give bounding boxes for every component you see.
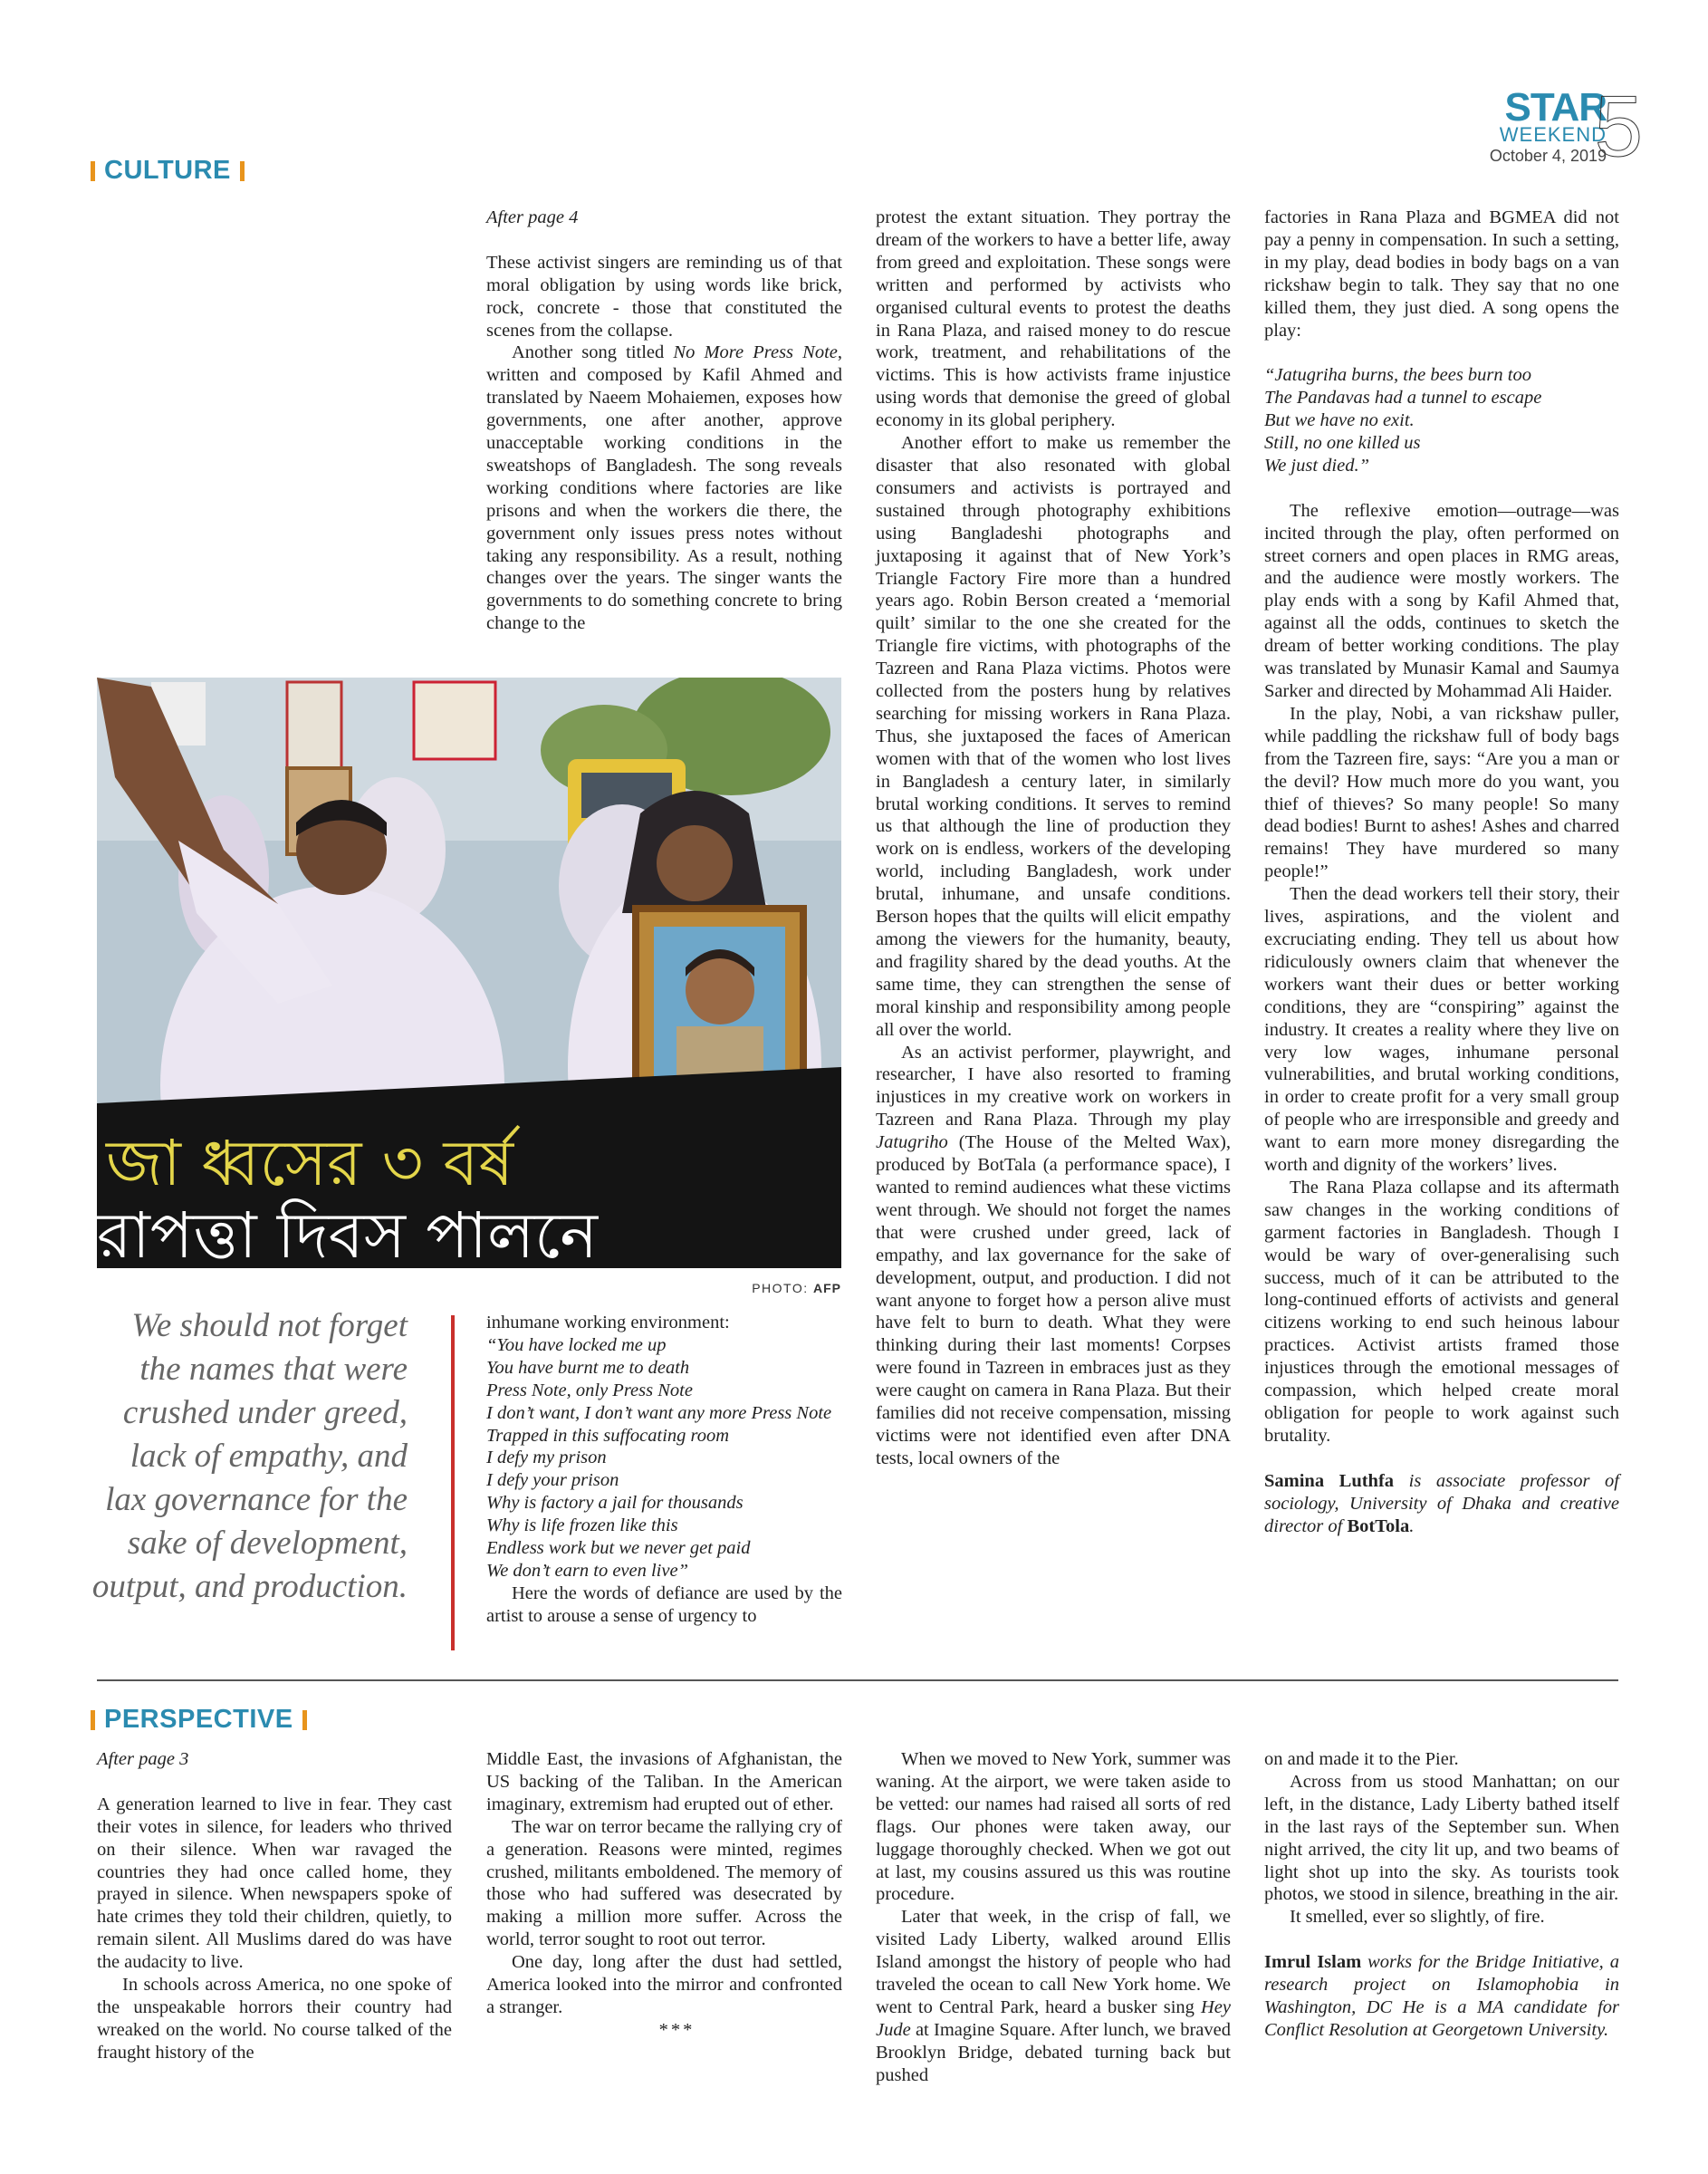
banner-text-top: জা ধ্বসের ৩ বর্ষ bbox=[106, 1126, 514, 1200]
lyric-line: Why is life frozen like this bbox=[486, 1515, 678, 1536]
paragraph: Then the dead workers tell their story, their lives, aspirations, and the violent and excruciating ending. They tell us about how ridiculously owners claim that whenever the workers want their dues or better working conditions, they are “conspiring” against the industry. It creates a reality where they live on very low wages, inhumane personal vulnerabilities, and brutal working conditions, in order to create profit for a very small group of people who are irresponsible and greedy and want to earn more money disregarding the worth and dignity of the workers’ lives. bbox=[1264, 884, 1619, 1176]
masthead-brand: STAR bbox=[1504, 85, 1607, 130]
culture-col2 bbox=[876, 207, 1231, 1470]
photo-credit: PHOTO: AFP bbox=[752, 1281, 841, 1295]
issue-date: October 4, 2019 bbox=[1489, 147, 1607, 165]
culture-col1-bottom bbox=[486, 1312, 842, 1628]
masthead-sub: WEEKEND bbox=[1499, 123, 1607, 146]
paragraph: The reflexive emotion—outrage—was incited through the play, often performed on street corners and open places in RMG areas, and the audience were mostly workers. The play ends with a song by Kafil Ahmed that, against all the odds, continues to sketch the dream of better working conditions. The play was translated by Munasir Kamal and Saumya Sarker and directed by Mohammad Ali Haider. bbox=[1264, 500, 1619, 701]
perspective-col1 bbox=[97, 1748, 452, 2064]
paragraph: Middle East, the invasions of Afghanistan, the US backing of the Taliban. In the American imaginary, extremism had erupted out of ether. bbox=[486, 1749, 842, 1814]
lyric-line: But we have no exit. bbox=[1264, 410, 1415, 431]
lyric-line: “Jatugriha burns, the bees burn too bbox=[1264, 365, 1531, 386]
paragraph: When we moved to New York, summer was waning. At the airport, we were taken aside to be vetted: our names had raised all sorts of red flags. Our phones were taken away, our luggage thoroughly checked. When we got out at last, my cousins assured us this was routine procedure. bbox=[876, 1749, 1231, 1905]
paragraph: inhumane working environment: bbox=[486, 1313, 730, 1332]
perspective-section-label: PERSPECTIVE bbox=[91, 1705, 316, 1735]
culture-section-label: CULTURE bbox=[91, 156, 254, 186]
paragraph: In schools across America, no one spoke of the unspeakable horrors their country had wreaked on the world. No course talked of the fraught history of the bbox=[97, 1975, 452, 2063]
culture-col3 bbox=[1264, 207, 1619, 1537]
paragraph: protest the extant situation. They portray the dream of the workers to have a better life, away from greed and exploitation. These songs were written and performed by activists who organised cultural events to protest the deaths in Rana Plaza, and raised money to do rescue work, treatment, and rehabilitations of the victims. This is how activists frame injustice using words that demonise the greed of global economy in its global periphery. bbox=[876, 207, 1231, 431]
lyric-line: Press Note, only Press Note bbox=[486, 1380, 693, 1400]
jump-line: After page 3 bbox=[97, 1749, 189, 1769]
lyric-line: Endless work but we never get paid bbox=[486, 1538, 751, 1559]
lyric-line: Trapped in this suffocating room bbox=[486, 1425, 730, 1446]
lyric-line: I defy my prison bbox=[486, 1448, 607, 1468]
lyric-line: The Pandavas had a tunnel to escape bbox=[1264, 388, 1542, 409]
paragraph: The war on terror became the rallying cry of a generation. Reasons were minted, regimes crushed, militants emboldened. The memory of those who had suffered was desecrated by making a million more suffer. Across the world, terror sought to root out terror. bbox=[486, 1816, 842, 1950]
lyric-line: Why is factory a jail for thousands bbox=[486, 1493, 744, 1514]
paragraph: These activist singers are reminding us of that moral obligation by using words like brick, rock, concrete - those that constituted the scenes from the collapse. bbox=[486, 252, 842, 341]
culture-col1-top bbox=[486, 207, 842, 635]
paragraph: Another effort to make us remember the disaster that also resonated with global consumers and activists is portrayed and sustained through photography exhibitions using Bangladeshi photographs and juxtaposing it against that of New York’s Triangle Factory Fire more than a hundred years ago. Robin Berson created a ‘memorial quilt’ similar to the one she created for the Triangle fire victims, with photographs of the Tazreen and Rana Plaza victims. Photos were collected from the posters hung by relatives searching for missing workers in Rana Plaza. Thus, she juxtaposed the faces of American women with that of the women who lost lives in Bangladesh a century later, in similarly brutal working conditions. It serves to remind us that although the line of production they work on is endless, workers of the developing world, including Bangladesh, work under brutal, inhumane, and unsafe conditions. Berson hopes that the quilts will elicit empathy among the viewers for the humanity, beauty, and fragility shared by the dead youths. At the same time, they can strengthen the sense of moral kinship and responsibility among people all over the world. bbox=[876, 433, 1231, 1040]
pull-quote: We should not forget the names that were crushed under greed, lack of empathy, and lax governance for the sake of development, output, and production. bbox=[91, 1307, 408, 1605]
paragraph: One day, long after the dust had settled, America looked into the mirror and confronted a stranger. bbox=[486, 1952, 842, 2017]
jump-line: After page 4 bbox=[486, 207, 579, 227]
paragraph: on and made it to the Pier. bbox=[1264, 1749, 1459, 1769]
paragraph: As an activist performer, playwright, and researcher, I have also resorted to framing injustices in my creative work on workers in Tazreen and Rana Plaza. Through my play Jatugriho (The House of the Melted Wax), produced by BotTala (a performance space), I wanted to remind audiences what these victims went through. We should not forget the names that were crushed under greed, lack of empathy, and lax governance for the sake of development, output, and production. I did not want anyone to forget how a person alive must have felt to burn to death. What they were thinking during their last moments! Corpses were found in Tazreen in embraces just as they were caught on camera in Rana Plaza. But their families did not receive compensation, missing victims were not identified even after DNA tests, local owners of the bbox=[876, 1042, 1231, 1468]
section-divider bbox=[97, 1679, 1618, 1681]
paragraph: Later that week, in the crisp of fall, we visited Lady Liberty, walked around Ellis Island amongst the history of people who had traveled the ocean to call New York home. We went to Central Park, heard a busker sing Hey Jude at Imagine Square. After lunch, we braved Brooklyn Bridge, debated turning back but pushed bbox=[876, 1907, 1231, 2085]
protest-photo bbox=[97, 678, 841, 1268]
perspective-col2 bbox=[486, 1748, 842, 2042]
masthead bbox=[1489, 85, 1607, 167]
paragraph: In the play, Nobi, a van rickshaw puller, while paddling the rickshaw full of body bags from the Tazreen fire, says: “Are you a man or the devil? How much more do you want, you thief of thieves? So many people! So many dead bodies! Burnt to ashes! Ashes and charred remains! They have murdered so many people!” bbox=[1264, 703, 1619, 882]
lyric-line: I defy your prison bbox=[486, 1470, 619, 1491]
pull-quote-rule bbox=[451, 1315, 455, 1650]
song-lyrics bbox=[486, 1334, 842, 1582]
perspective-col4 bbox=[1264, 1748, 1619, 2042]
author-bio: Samina Luthfa is associate professor of sociology, University of Dhaka and creative director of BotTola. bbox=[1264, 1470, 1619, 1536]
lyric-line: Still, no one killed us bbox=[1264, 433, 1421, 454]
lyric-line: We just died.” bbox=[1264, 455, 1369, 476]
paragraph: The Rana Plaza collapse and its aftermath saw changes in the working conditions of garment factories in Bangladesh. Though I would be wary of over-generalising such success, much of it can be attributed to the long-continued efforts of activists and general citizens working to end such heinous labour practices. Activist artists framed those injustices through the emotional messages of compassion, which helped create moral obligation for people to work against such brutality. bbox=[1264, 1177, 1619, 1446]
lyric-line: “You have locked me up bbox=[486, 1334, 667, 1355]
lyric-line: We don’t earn to even live” bbox=[486, 1560, 688, 1581]
lyric-line: I don’t want, I don’t want any more Press Note bbox=[486, 1402, 832, 1423]
banner-text-bottom: রাপত্তা দিবস পালনে bbox=[97, 1198, 599, 1268]
paragraph: Across from us stood Manhattan; on our left, in the distance, Lady Liberty bathed itself in the last rays of the September sun. When night arrived, the city lit up, and two beams of light shot up into the sky. As tourists took photos, we stood in silence, breathing in the air. bbox=[1264, 1771, 1619, 1905]
lyric-line: You have burnt me to death bbox=[486, 1357, 690, 1378]
paragraph: Here the words of defiance are used by the artist to arouse a sense of urgency to bbox=[486, 1582, 842, 1626]
page-number: 5 bbox=[1594, 78, 1643, 175]
paragraph: factories in Rana Plaza and BGMEA did not pay a penny in compensation. In such a setting, in my play, dead bodies in body bags on a van rickshaw begin to talk. They say that no one killed them, they just died. A song opens the play: bbox=[1264, 207, 1619, 341]
paragraph: It smelled, ever so slightly, of fire. bbox=[1290, 1907, 1545, 1928]
paragraph: Another song titled No More Press Note, written and composed by Kafil Ahmed and translated by Naeem Mohaiemen, exposes how governments, one after another, approve unacceptable working conditions in the sweatshops of Bangladesh. The song reveals working conditions where factories are like prisons and when the workers die there, the government only issues press notes without taking any responsibility. As a result, nothing changes over the years. The singer wants the governments to do something concrete to bring change to the bbox=[486, 342, 842, 634]
author-bio: Imrul Islam works for the Bridge Initiative, a research project on Islamophobia in Washington, DC He is a MA candidate for Conflict Resolution at Georgetown University. bbox=[1264, 1952, 1619, 2040]
play-song-lyrics bbox=[1264, 364, 1619, 477]
paragraph: A generation learned to live in fear. They cast their votes in silence, for leaders who thrived on their silence. When war ravaged the countries they had once called home, they prayed in silence. When newspapers spoke of hate crimes they told their children, quietly, to remain silent. All Muslims dared do was have the audacity to live. bbox=[97, 1794, 452, 1973]
section-break: *** bbox=[658, 2019, 696, 2040]
perspective-col3 bbox=[876, 1748, 1231, 2087]
